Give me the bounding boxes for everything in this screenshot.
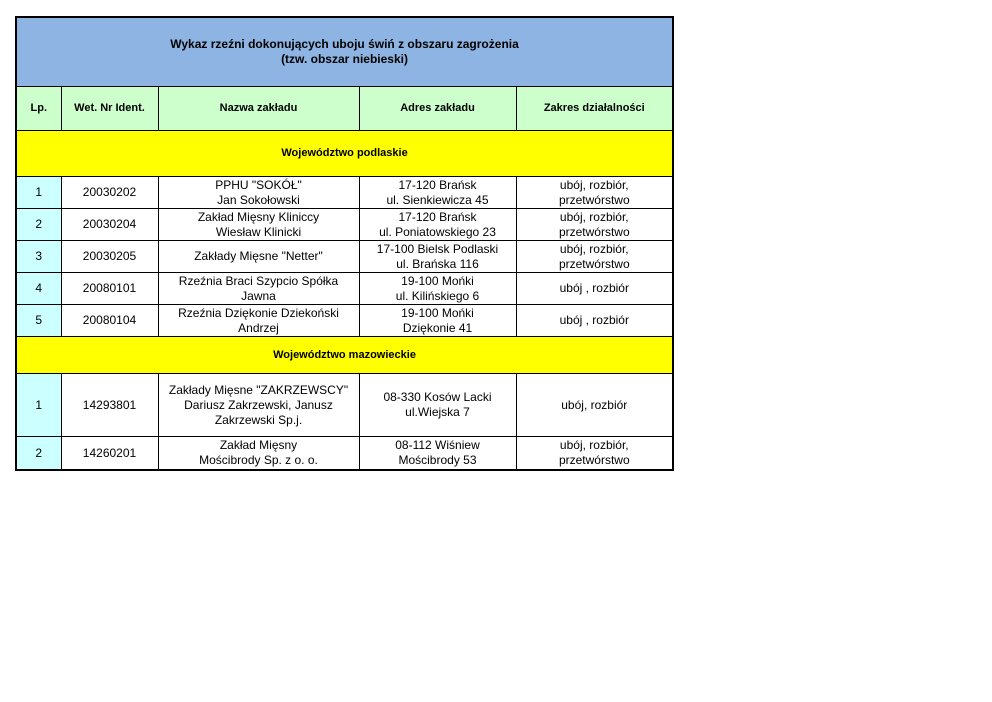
name-line: Dariusz Zakrzewski, Janusz [184, 397, 333, 412]
title-row [16, 17, 673, 87]
scope-line: przetwórstwo [558, 453, 630, 467]
cell-id: 20080101 [61, 273, 158, 305]
region-name: Województwo mazowieckie [16, 337, 673, 374]
scope-line: ubój, rozbiór, [559, 438, 629, 452]
scope-line: przetwórstwo [558, 224, 630, 239]
address-line: Mościbrody 53 [398, 453, 477, 467]
cell-id: 20080104 [61, 305, 158, 337]
header-scope: Zakres działalności [516, 87, 673, 131]
cell-lp: 4 [16, 273, 61, 305]
name-line: Zakłady Mięsne "Netter" [194, 249, 323, 263]
address-line: 17-100 Bielsk Podlaski [376, 241, 499, 256]
address-line: ul. Poniatowskiego 23 [379, 224, 496, 239]
cell-address [359, 241, 516, 273]
scope-line: ubój , rozbiór [559, 313, 629, 327]
cell-lp: 2 [16, 209, 61, 241]
header-name: Nazwa zakładu [158, 87, 359, 131]
address-line: 08-330 Kosów Lacki [383, 390, 492, 404]
table-row [16, 374, 673, 437]
cell-name [158, 374, 359, 437]
name-line: Zakrzewski Sp.j. [214, 412, 303, 427]
cell-lp: 1 [16, 177, 61, 209]
region-row [16, 131, 673, 177]
header-id: Wet. Nr Ident. [61, 87, 158, 131]
address-line: 19-100 Mońki [401, 305, 474, 320]
table-title [16, 17, 673, 87]
address-line: 08-112 Wiśniew [395, 438, 480, 452]
title-line-2: (tzw. obszar niebieski) [281, 52, 408, 66]
cell-address [359, 305, 516, 337]
region-name: Województwo podlaskie [16, 131, 673, 177]
cell-id: 20030204 [61, 209, 158, 241]
address-line: ul. Kilińskiego 6 [395, 288, 480, 303]
name-line: Rzeźnia Braci Szypcio Spółka [178, 273, 339, 288]
cell-scope [516, 177, 673, 209]
name-line: Andrzej [238, 320, 279, 335]
name-line: Mościbrody Sp. z o. o. [199, 453, 318, 467]
name-line: Zakład Mięsny [219, 438, 298, 452]
header-lp: Lp. [16, 87, 61, 131]
cell-address [359, 177, 516, 209]
cell-scope [516, 374, 673, 437]
cell-lp: 2 [16, 437, 61, 471]
cell-name [158, 241, 359, 273]
address-line: ul.Wiejska 7 [405, 405, 470, 419]
table-row [16, 177, 673, 209]
address-line: ul. Sienkiewicza 45 [386, 192, 489, 207]
address-line: 17-120 Brańsk [398, 177, 477, 192]
cell-scope [516, 437, 673, 471]
cell-id: 20030205 [61, 241, 158, 273]
scope-line: ubój, rozbiór, [559, 177, 629, 192]
cell-name [158, 177, 359, 209]
scope-line: ubój , rozbiór [559, 281, 629, 295]
table-row [16, 241, 673, 273]
scope-line: ubój, rozbiór, [559, 241, 629, 256]
title-line-1: Wykaz rzeźni dokonujących uboju świń z obszaru zagrożenia [170, 37, 519, 51]
table-row [16, 273, 673, 305]
cell-name [158, 209, 359, 241]
cell-id: 14293801 [61, 374, 158, 437]
region-row [16, 337, 673, 374]
cell-name [158, 305, 359, 337]
cell-address [359, 209, 516, 241]
name-line: Jan Sokołowski [217, 192, 300, 207]
name-line: Rzeźnia Dziękonie Dziekoński [178, 305, 339, 320]
address-line: 17-120 Brańsk [398, 209, 477, 224]
cell-scope [516, 273, 673, 305]
scope-line: ubój, rozbiór [561, 397, 628, 412]
slaughterhouse-table [15, 16, 674, 471]
cell-address [359, 437, 516, 471]
address-line: Dziękonie 41 [402, 320, 473, 335]
address-line: 19-100 Mońki [401, 273, 474, 288]
cell-address [359, 374, 516, 437]
name-line: Wiesław Klinicki [215, 224, 302, 239]
scope-line: ubój, rozbiór, [559, 209, 629, 224]
cell-name [158, 273, 359, 305]
header-address: Adres zakładu [359, 87, 516, 131]
cell-address [359, 273, 516, 305]
header-row [16, 87, 673, 131]
name-line: Zakłady Mięsne "ZAKRZEWSCY" [168, 382, 349, 397]
cell-lp: 5 [16, 305, 61, 337]
name-line: Jawna [241, 288, 276, 303]
address-line: ul. Brańska 116 [396, 256, 479, 271]
scope-line: przetwórstwo [558, 192, 630, 207]
name-line: PPHU "SOKÓŁ" [215, 177, 302, 192]
cell-scope [516, 241, 673, 273]
cell-id: 20030202 [61, 177, 158, 209]
scope-line: przetwórstwo [558, 256, 630, 271]
cell-lp: 1 [16, 374, 61, 437]
cell-scope [516, 209, 673, 241]
cell-id: 14260201 [61, 437, 158, 471]
cell-scope [516, 305, 673, 337]
cell-lp: 3 [16, 241, 61, 273]
name-line: Zakład Mięsny Kliniccy [197, 209, 320, 224]
table-row [16, 437, 673, 471]
table-row [16, 209, 673, 241]
table-row [16, 305, 673, 337]
cell-name [158, 437, 359, 471]
